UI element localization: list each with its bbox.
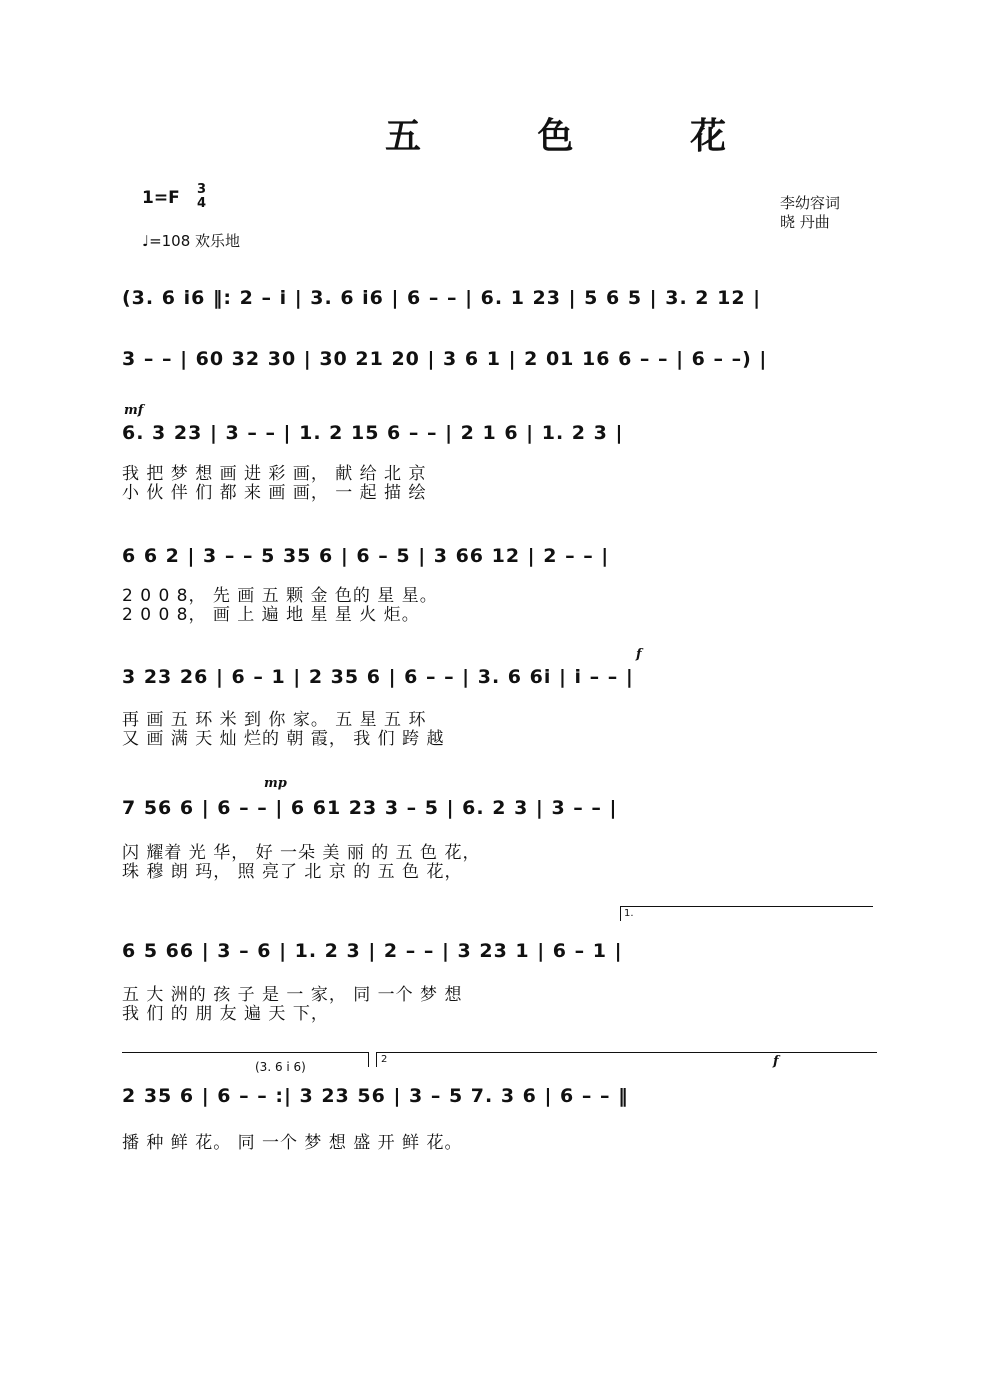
lyrics-line-3-verse-2: 小 伙 伴 们 都 来 画 画， 一 起 描 绘 (122, 483, 427, 503)
first-ending-label: 1. (624, 908, 634, 919)
lyrics-line-3-verse-1: 我 把 梦 想 画 进 彩 画， 献 给 北 京 (122, 464, 427, 484)
dynamic-mf: mf (124, 403, 144, 418)
lyrics-line-4-verse-1: 2 0 0 8， 先 画 五 颗 金 色的 星 星。 (122, 586, 438, 606)
notation-line-5: 3 23 26 | 6 – 1 | 2 35 6 | 6 – – | 3. 6 6i | i – – | (122, 666, 634, 688)
notation-line-6: 7 56 6 | 6 – – | 6 61 23 3 – 5 | 6. 2 3 | 3 – – | (122, 797, 618, 819)
time-signature (197, 183, 206, 211)
lyrics-line-5-verse-1: 再 画 五 环 米 到 你 家。 五 星 五 环 (122, 710, 427, 730)
notation-line-3: 6. 3 23 | 3 – – | 1. 2 15 6 – – | 2 1 6 | 1. 2 3 | (122, 422, 624, 444)
dynamic-f-final: f (773, 1054, 779, 1069)
composer-credit: 晓 丹曲 (780, 213, 830, 231)
lyrics-line-8-verse-1: 播 种 鲜 花。 同 一个 梦 想 盛 开 鲜 花。 (122, 1133, 463, 1153)
tempo-marking: ♩=108 欢乐地 (142, 232, 241, 250)
notation-line-1: (3. 6 i6 ‖: 2 – i | 3. 6 i6 | 6 – – | 6. 1 23 | 5 6 5 | 3. 2 12 | (122, 287, 762, 309)
first-ending-bracket (620, 906, 873, 921)
song-title: 五 色 花 (385, 115, 779, 157)
lyrics-line-6-verse-1: 闪 耀着 光 华， 好 一朵 美 丽 的 五 色 花， (122, 843, 481, 863)
notation-line-8: 2 35 6 | 6 – – :| 3 23 56 | 3 – 5 7. 3 6 | 6 – – ‖ (122, 1085, 629, 1107)
intro-reprise-notes: (3. 6 i 6) (255, 1060, 306, 1074)
lyricist-credit: 李幼容词 (780, 194, 841, 212)
lyrics-line-5-verse-2: 又 画 满 天 灿 烂的 朝 霞， 我 们 跨 越 (122, 729, 445, 749)
notation-line-4: 6 6 2 | 3 – – 5 35 6 | 6 – 5 | 3 66 12 | 2 – – | (122, 545, 610, 567)
time-signature-top: 3 (197, 182, 207, 197)
lyrics-line-7-verse-1: 五 大 洲的 孩 子 是 一 家， 同 一个 梦 想 (122, 985, 463, 1005)
second-ending-label: 2 (381, 1054, 388, 1065)
lyrics-line-6-verse-2: 珠 穆 朗 玛， 照 亮了 北 京 的 五 色 花， (122, 862, 463, 882)
lyrics-line-7-verse-2: 我 们 的 朋 友 遍 天 下， (122, 1004, 329, 1024)
lyrics-line-4-verse-2: 2 0 0 8， 画 上 遍 地 星 星 火 炬。 (122, 605, 420, 625)
second-ending-bracket (376, 1052, 877, 1067)
dynamic-f: f (636, 647, 642, 662)
notation-line-2: 3 – – | 60 32 30 | 30 21 20 | 3 6 1 | 2 01 16 6 – – | 6 – –) | (122, 348, 768, 370)
notation-line-7: 6 5 66 | 3 – 6 | 1. 2 3 | 2 – – | 3 23 1 | 6 – 1 | (122, 940, 623, 962)
first-ending-continuation (122, 1052, 369, 1067)
dynamic-mp: mp (264, 776, 287, 791)
key-signature: 1=F (142, 188, 180, 208)
time-signature-bottom: 4 (197, 196, 207, 211)
